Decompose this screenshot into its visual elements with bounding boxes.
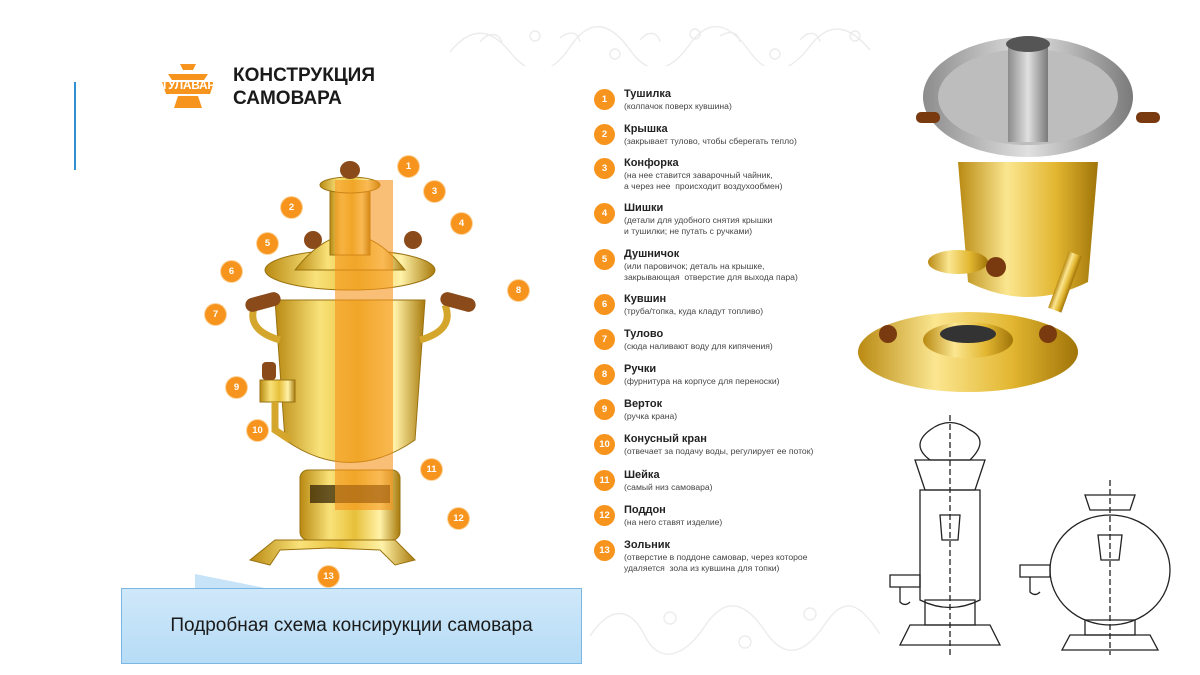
callout-3: 3 — [424, 181, 445, 202]
accent-rule — [74, 82, 76, 170]
samovar-photo — [848, 22, 1178, 402]
callout-7: 7 — [205, 304, 226, 325]
floral-pattern-bottom — [585, 596, 885, 656]
floral-pattern — [440, 22, 880, 66]
callout-9: 9 — [226, 377, 247, 398]
caption-text: Подробная схема консирукции самовара — [170, 615, 533, 636]
callout-2: 2 — [281, 197, 302, 218]
callout-5: 5 — [257, 233, 278, 254]
callout-4: 4 — [451, 213, 472, 234]
callout-6: 6 — [221, 261, 242, 282]
callout-10: 10 — [247, 420, 268, 441]
samovar-illustration — [150, 140, 550, 590]
callout-12: 12 — [448, 508, 469, 529]
callout-8: 8 — [508, 280, 529, 301]
caption-pointer — [195, 574, 270, 589]
caption-box — [121, 588, 582, 664]
title-line-2: САМОВАРА — [233, 88, 342, 109]
logo-text: ТУЛАВАР — [160, 78, 216, 92]
title-line-1: КОНСТРУКЦИЯ — [233, 65, 375, 86]
page-title — [233, 64, 375, 110]
callout-1: 1 — [398, 156, 419, 177]
technical-drawing — [870, 410, 1180, 660]
callout-11: 11 — [421, 459, 442, 480]
callout-13: 13 — [318, 566, 339, 587]
